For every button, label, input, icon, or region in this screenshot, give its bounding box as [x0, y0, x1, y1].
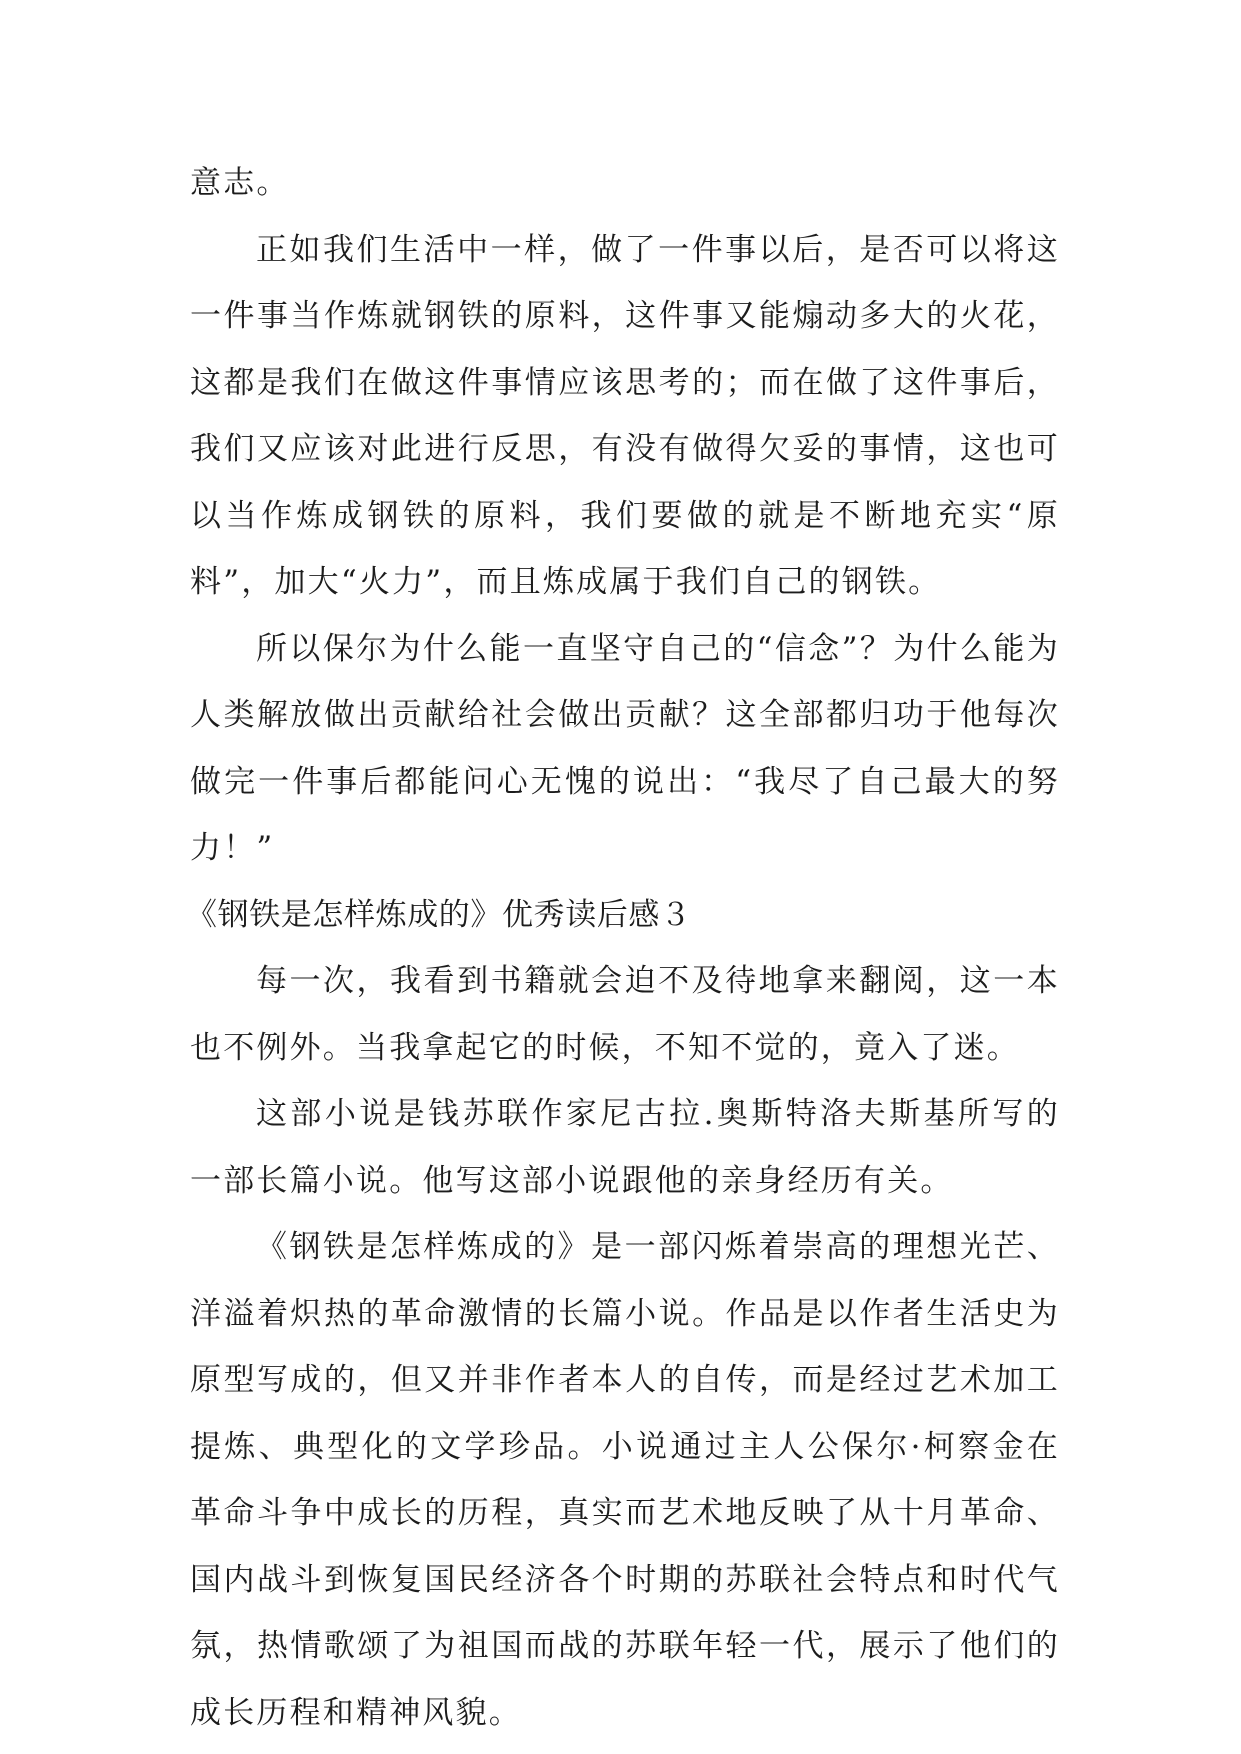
- paragraph: 这部小说是钱苏联作家尼古拉.奥斯特洛夫斯基所写的一部长篇小说。他写这部小说跟他的亲身经历有关。: [190, 1096, 1060, 1199]
- paragraph: 每一次，我看到书籍就会迫不及待地拿来翻阅，这一本也不例外。当我拿起它的时候，不知不觉的，竟入了迷。: [190, 963, 1060, 1066]
- paragraph-continuation: 意志。: [190, 165, 290, 201]
- document-body: [186, 150, 1060, 1746]
- paragraph: 所以保尔为什么能一直坚守自己的“信念”？为什么能为人类解放做出贡献给社会做出贡献？这全部都归功于他每次做完一件事后都能问心无愧的说出：“我尽了自己最大的努力！”: [190, 630, 1060, 866]
- paragraph: 《钢铁是怎样炼成的》是一部闪烁着崇高的理想光芒、洋溢着炽热的革命激情的长篇小说。作品是以作者生活史为原型写成的，但又并非作者本人的自传，而是经过艺术加工提炼、典型化的文学珍品。小说通过主人公保尔·柯察金在革命斗争中成长的历程，真实而艺术地反映了从十月革命、国内战斗到恢复国民经济各个时期的苏联社会特点和时代气氛，热情歌颂了为祖国而战的苏联年轻一代，展示了他们的成长历程和精神风貌。: [190, 1229, 1060, 1731]
- paragraph: 正如我们生活中一样，做了一件事以后，是否可以将这一件事当作炼就钢铁的原料，这件事又能煽动多大的火花，这都是我们在做这件事情应该思考的；而在做了这件事后，我们又应该对此进行反思，有没有做得欠妥的事情，这也可以当作炼成钢铁的原料，我们要做的就是不断地充实“原料”，加大“火力”，而且炼成属于我们自己的钢铁。: [190, 231, 1060, 600]
- section-heading: 《钢铁是怎样炼成的》优秀读后感３: [186, 896, 692, 933]
